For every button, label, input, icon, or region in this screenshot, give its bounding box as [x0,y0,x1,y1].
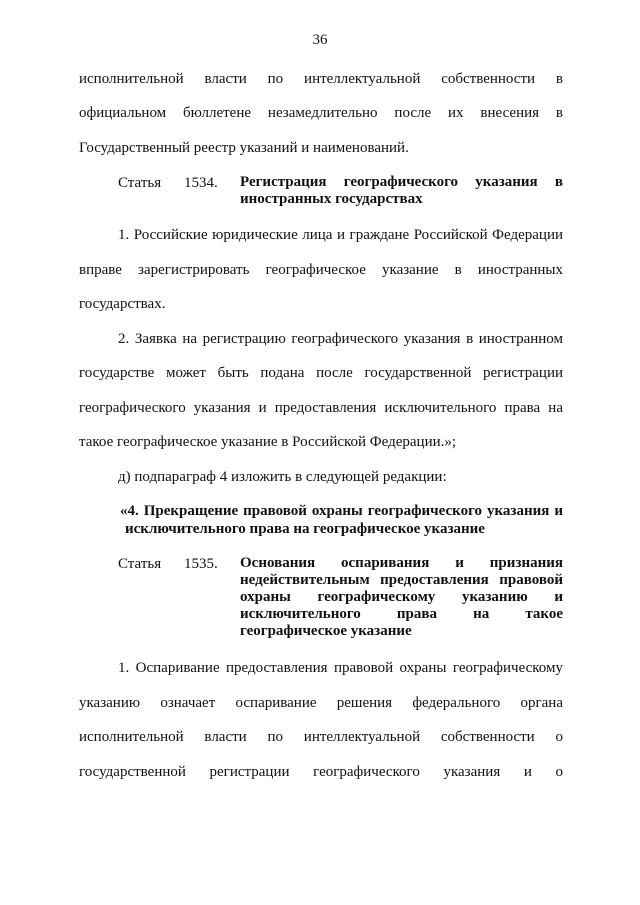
article-title-line: охраны географическому указанию и [240,589,563,605]
section-title-line: исключительного права на географическое указание [125,521,485,537]
article-number: 1534. [184,175,218,191]
text-line: государственной регистрации географического указания и о [79,764,563,780]
article-title-line: географическое указание [240,623,412,639]
article-title [240,555,563,640]
text-line: государствах. [79,296,166,312]
page-number: 36 [312,32,328,48]
article-title [240,174,563,208]
article-title-line: исключительного права на такое [240,606,563,622]
text-line: указанию означает оспаривание решения федерального органа [79,695,563,711]
text-line: вправе зарегистрировать географическое указание в иностранных [79,262,563,278]
section-title-line: «4. Прекращение правовой охраны географического указания и [120,503,563,519]
text-line: 1. Российские юридические лица и граждане Российской Федерации [118,227,563,243]
text-line: географического указания и предоставления исключительного права на [79,400,563,416]
article-title-line: недействительным предоставления правовой [240,572,563,588]
amendment-d: д) подпараграф 4 изложить в следующей редакции: [118,469,447,485]
article-title-line: иностранных государствах [240,191,423,207]
text-line: исполнительной власти по интеллектуальной собственности в [79,71,563,87]
text-line: государстве может быть подана после государственной регистрации [79,365,563,381]
article-label: Статья [118,175,162,191]
text-line: 2. Заявка на регистрацию географического указания в иностранном [118,331,563,347]
article-title-line: Основания оспаривания и признания [240,555,563,571]
article-number: 1535. [184,556,218,572]
article-title-line: Регистрация географического указания в [240,174,563,190]
text-line: 1. Оспаривание предоставления правовой охраны географическому [118,660,563,676]
article-label: Статья [118,556,162,572]
section-4-heading [120,502,563,538]
text-line: исполнительной власти по интеллектуальной собственности о [79,729,563,745]
text-line: такое географическое указание в Российской Федерации.»; [79,434,457,450]
text-line: Государственный реестр указаний и наименований. [79,140,409,156]
text-line: официальном бюллетене незамедлительно после их внесения в [79,105,563,121]
